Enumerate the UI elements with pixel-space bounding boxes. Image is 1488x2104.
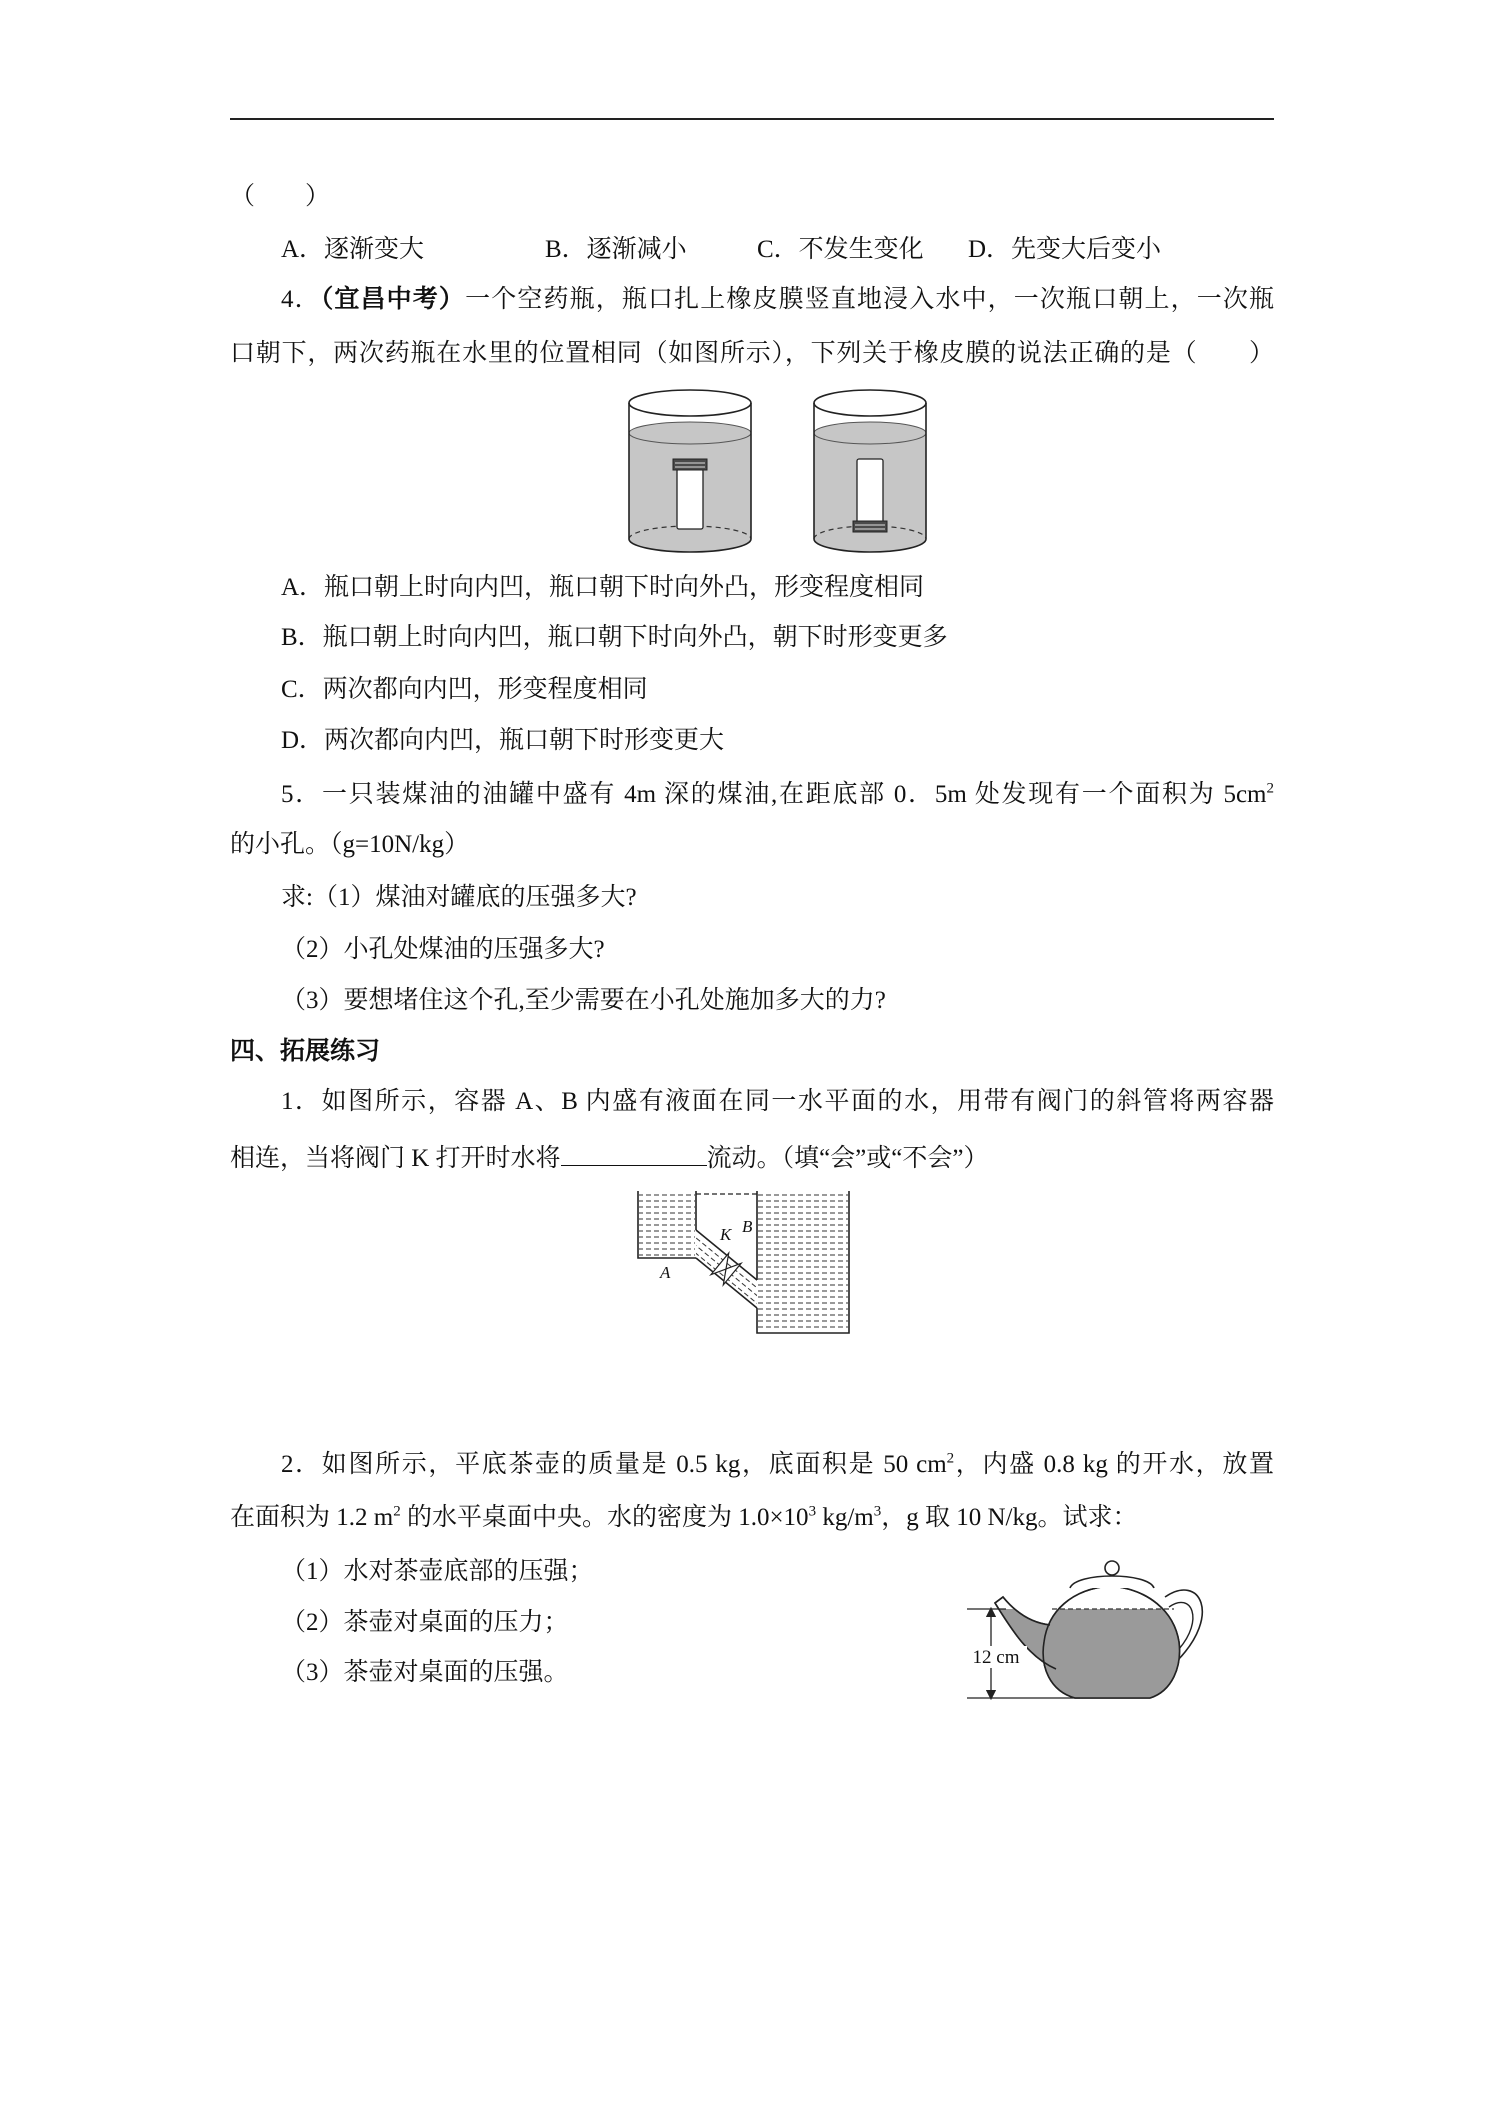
q4-stem-line1 xyxy=(281,284,1274,316)
q3-option-a: A．逐渐变大 xyxy=(281,236,425,263)
rubber-membrane xyxy=(853,521,887,532)
ext-q2-table-area-exponent: 2 xyxy=(393,1503,401,1520)
ext-q2-area-exponent: 2 xyxy=(946,1450,955,1467)
ext-q2-line1-text-a: 2．如图所示，平底茶壶的质量是 0.5 kg，底面积是 50 cm xyxy=(281,1451,947,1478)
rubber-membrane xyxy=(673,459,707,470)
label-container-b: B xyxy=(742,1217,753,1236)
q5-stem-line2: 的小孔。（g=10N/kg） xyxy=(230,831,470,858)
q3-option-b: B．逐渐减小 xyxy=(545,236,687,263)
ext-q2-line1-text-b: ，内盛 0.8 kg 的开水，放置 xyxy=(954,1451,1274,1478)
teapot-figure xyxy=(960,1545,1210,1715)
ext-q2-line2-text-d: ，g 取 10 N/kg。试求： xyxy=(881,1504,1138,1531)
ext-q1-text-before: 相连，当将阀门 K 打开时水将 xyxy=(230,1145,561,1172)
q5-stem-line1 xyxy=(281,779,1274,811)
q3-answer-bracket: （ ） xyxy=(230,183,331,210)
q4-stem-text: 一个空药瓶，瓶口扎上橡皮膜竖直地浸入水中，一次瓶口朝上，一次瓶 xyxy=(465,286,1274,313)
ext-q2-line1 xyxy=(281,1449,1274,1481)
ext-q2-line2-text-b: 的水平桌面中央。水的密度为 1.0×10 xyxy=(400,1504,809,1531)
ext-q2-line2 xyxy=(230,1502,1137,1534)
q3-option-c: C．不发生变化 xyxy=(757,236,924,263)
beaker-bottle-mouth-down xyxy=(814,390,926,552)
ext-q1-line2 xyxy=(230,1141,988,1175)
q5-part-3: （3）要想堵住这个孔,至少需要在小孔处施加多大的力? xyxy=(281,987,886,1014)
beaker-bottle-mouth-up xyxy=(629,390,751,552)
container-a-water xyxy=(639,1194,695,1257)
ext-q2-part-1: （1）水对茶壶底部的压强； xyxy=(281,1558,594,1585)
ext-q2-density-power: 3 xyxy=(808,1503,817,1520)
ext-q2-volume-exponent: 3 xyxy=(873,1503,882,1520)
fill-in-blank xyxy=(561,1141,707,1166)
q3-option-d: D．先变大后变小 xyxy=(968,236,1162,263)
ext-q2-line2-text-a: 在面积为 1.2 m xyxy=(230,1504,394,1531)
teapot-lid-knob xyxy=(1105,1561,1119,1575)
q5-part-1: 求:（1）煤油对罐底的压强多大? xyxy=(281,884,637,911)
ext-q1-text-after: 流动。（填“会”或“不会”） xyxy=(706,1145,989,1172)
label-valve-k: K xyxy=(720,1225,732,1244)
bottle-in-water-figure xyxy=(622,383,934,558)
teapot-lid xyxy=(1070,1576,1154,1588)
q4-option-c: C．两次都向内凹，形变程度相同 xyxy=(281,676,648,703)
connected-containers-figure xyxy=(630,1180,865,1340)
ext-q2-line2-text-c: kg/m xyxy=(816,1504,874,1531)
medicine-bottle xyxy=(857,459,883,523)
water-surface xyxy=(629,422,751,444)
ext-q1-line1: 1．如图所示，容器 A、B 内盛有液面在同一水平面的水，用带有阀门的斜管将两容器 xyxy=(281,1088,1274,1115)
beaker-rim xyxy=(814,390,926,416)
container-b-water xyxy=(758,1194,848,1332)
beaker-rim xyxy=(629,390,751,416)
medicine-bottle xyxy=(677,469,703,529)
q4-number: 4． xyxy=(281,286,321,313)
water-surface xyxy=(814,422,926,444)
section-title: 四、拓展练习 xyxy=(230,1038,381,1065)
ext-q2-part-3: （3）茶壶对桌面的压强。 xyxy=(281,1659,569,1686)
q4-option-d: D．两次都向内凹，瓶口朝下时形变更大 xyxy=(281,727,725,754)
label-container-a: A xyxy=(660,1263,671,1282)
height-label: 12 cm xyxy=(972,1647,1020,1668)
q4-option-a: A．瓶口朝上时向内凹，瓶口朝下时向外凸，形变程度相同 xyxy=(281,574,925,601)
q4-source: （宜昌中考） xyxy=(320,286,466,313)
q4-option-b: B．瓶口朝上时向内凹，瓶口朝下时向外凸，朝下时形变更多 xyxy=(281,624,948,651)
q4-stem-line2: 口朝下，两次药瓶在水里的位置相同（如图所示），下列关于橡皮膜的说法正确的是（ ） xyxy=(230,340,1274,367)
ext-q2-part-2: （2）茶壶对桌面的压力； xyxy=(281,1609,569,1636)
q5-stem-text: 5．一只装煤油的油罐中盛有 4m 深的煤油,在距底部 0．5m 处发现有一个面积为 5cm xyxy=(281,781,1267,808)
q5-part-2: （2）小孔处煤油的压强多大? xyxy=(281,936,605,963)
q5-area-exponent: 2 xyxy=(1266,780,1274,797)
header-rule xyxy=(230,118,1274,120)
